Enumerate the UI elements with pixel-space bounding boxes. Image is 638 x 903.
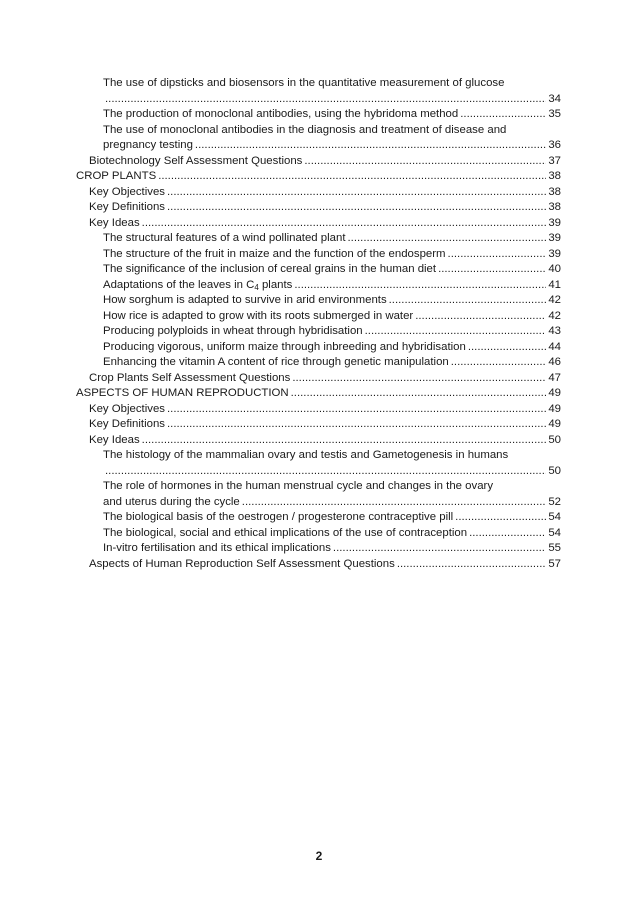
toc-entry-title: CROP PLANTS	[76, 170, 157, 182]
toc-entry[interactable]	[89, 417, 638, 433]
toc-entry[interactable]	[103, 526, 638, 542]
toc-page-number: 52	[548, 495, 561, 508]
toc-page-number: 50	[548, 433, 561, 446]
toc-entry-title: The significance of the inclusion of cereal grains in the human diet	[103, 263, 437, 275]
dot-leader	[365, 324, 547, 340]
toc-entry[interactable]	[103, 107, 638, 123]
toc-page-number: 38	[548, 170, 561, 182]
toc-page-number: 50	[548, 464, 561, 477]
toc-entry[interactable]	[89, 216, 638, 232]
toc-entry-title: Key Definitions	[89, 201, 165, 213]
dot-leader	[455, 510, 546, 526]
toc-entry-title-line: The role of hormones in the human menstrual cycle and changes in the ovary	[103, 480, 494, 492]
dot-leader	[415, 309, 546, 325]
toc-entry[interactable]	[103, 479, 638, 510]
toc-page-number: 49	[548, 418, 561, 430]
toc-entry[interactable]	[76, 386, 638, 402]
toc-page-number: 41	[548, 278, 561, 291]
dot-leader	[451, 355, 547, 371]
dot-leader	[348, 231, 547, 247]
toc-entry-title: Biotechnology Self Assessment Questions	[89, 154, 303, 167]
dot-leader	[389, 293, 547, 309]
toc-page-number: 57	[548, 557, 561, 570]
toc-entry[interactable]	[103, 76, 638, 107]
toc-entry-title: Crop Plants Self Assessment Questions	[89, 371, 291, 384]
dot-leader	[468, 340, 547, 356]
toc-page-number: 35	[548, 108, 561, 120]
dot-leader	[167, 200, 546, 216]
toc-entry[interactable]	[103, 123, 638, 154]
toc-page-number: 54	[548, 526, 561, 539]
toc-page-number: 39	[548, 232, 561, 244]
toc-entry-title: How sorghum is adapted to survive in arid environments	[103, 294, 387, 306]
toc-page-number: 39	[548, 216, 561, 229]
toc-entry[interactable]	[103, 247, 638, 263]
dot-leader	[167, 185, 546, 201]
toc-page-number: 38	[548, 185, 561, 198]
toc-page-number: 43	[548, 325, 561, 337]
dot-leader	[292, 371, 546, 387]
toc-entry[interactable]	[103, 262, 638, 278]
toc-page-number: 44	[548, 340, 561, 353]
toc-entry[interactable]	[103, 448, 638, 479]
toc-entry[interactable]	[89, 433, 638, 449]
toc-entry-title: Enhancing the vitamin A content of rice through genetic manipulation	[103, 356, 449, 368]
toc-page-number: 42	[548, 294, 561, 306]
toc-page-number: 47	[548, 371, 561, 384]
dot-leader	[448, 247, 547, 263]
toc-entry[interactable]	[89, 185, 638, 201]
dot-leader	[167, 402, 546, 418]
toc-entry-title: Key Ideas	[89, 433, 140, 446]
dot-leader	[142, 433, 547, 449]
toc-entry[interactable]	[89, 402, 638, 418]
dot-leader	[469, 526, 546, 542]
toc-entry-title: Aspects of Human Reproduction Self Assessment Questions	[89, 557, 395, 570]
toc-entry-title: and uterus during the cycle	[103, 495, 240, 508]
toc-entry[interactable]	[103, 541, 638, 557]
toc-entry-title: The structure of the fruit in maize and the function of the endosperm	[103, 247, 446, 260]
dot-leader	[158, 169, 546, 185]
dot-leader	[333, 541, 546, 557]
toc-entry[interactable]	[103, 510, 638, 526]
toc-entry[interactable]	[103, 278, 638, 294]
toc-entry-title: Producing vigorous, uniform maize through inbreeding and hybridisation	[103, 340, 466, 353]
toc-entry-title-line: The histology of the mammalian ovary and testis and Gametogenesis in humans	[103, 449, 509, 461]
toc-entry-title-line: The use of monoclonal antibodies in the diagnosis and treatment of disease and	[103, 123, 507, 136]
dot-leader	[294, 278, 546, 294]
toc-entry[interactable]	[103, 340, 638, 356]
toc-entry-title-line: The use of dipsticks and biosensors in the quantitative measurement of glucose	[103, 77, 505, 89]
dot-leader	[105, 92, 546, 108]
toc-page-number: 54	[548, 511, 561, 523]
dot-leader	[105, 464, 546, 480]
toc-page-number: 46	[548, 356, 561, 368]
toc-entry-title: Producing polyploids in wheat through hybridisation	[103, 325, 363, 337]
toc-entry-title: In-vitro fertilisation and its ethical implications	[103, 542, 331, 554]
toc-entry-title: Adaptations of the leaves in $C_4$ plants	[103, 278, 293, 292]
toc-page-number: 34	[548, 92, 561, 105]
dot-leader	[167, 417, 546, 433]
toc-page-number: 37	[548, 154, 561, 167]
toc-entry-title: Key Objectives	[89, 185, 165, 198]
toc-entry-title: The biological basis of the oestrogen / progesterone contraceptive pill	[103, 511, 454, 523]
toc-entry[interactable]	[89, 200, 638, 216]
toc-page-number: 38	[548, 201, 561, 213]
dot-leader	[304, 154, 546, 170]
toc-entry[interactable]	[89, 371, 638, 387]
dot-leader	[397, 557, 547, 573]
toc-entry[interactable]	[89, 154, 638, 170]
toc-page-number: 39	[548, 247, 561, 260]
toc-entry[interactable]	[103, 309, 638, 325]
toc-entry-title: The biological, social and ethical implications of the use of contraception	[103, 526, 468, 539]
toc-page-number: 42	[548, 309, 561, 322]
toc-entry[interactable]	[89, 557, 638, 573]
dot-leader	[291, 386, 547, 402]
toc-entry-title: Key Definitions	[89, 418, 165, 430]
toc-entry-title: Key Objectives	[89, 402, 165, 415]
dot-leader	[242, 495, 547, 511]
toc-entry-title: How rice is adapted to grow with its roots submerged in water	[103, 309, 414, 322]
dot-leader	[142, 216, 547, 232]
dot-leader	[460, 107, 546, 123]
toc-entry-title: pregnancy testing	[103, 139, 193, 151]
dot-leader	[195, 138, 546, 154]
toc-entry-title: Key Ideas	[89, 216, 140, 229]
toc-entry[interactable]	[76, 169, 638, 185]
toc-page-number: 40	[548, 263, 561, 275]
dot-leader	[438, 262, 546, 278]
page-number: 2	[315, 849, 323, 863]
toc-entry[interactable]	[103, 293, 638, 309]
toc-page-number: 49	[548, 387, 561, 399]
toc-entry-title: The production of monoclonal antibodies, using the hybridoma method	[103, 108, 459, 120]
toc-entry-title: The structural features of a wind pollinated plant	[103, 232, 346, 244]
toc-entry[interactable]	[103, 231, 638, 247]
table-of-contents	[0, 76, 638, 572]
toc-page-number: 49	[548, 402, 561, 415]
toc-page-number: 55	[548, 542, 561, 554]
toc-entry-title: ASPECTS OF HUMAN REPRODUCTION	[76, 387, 289, 399]
toc-entry[interactable]	[103, 355, 638, 371]
toc-entry[interactable]	[103, 324, 638, 340]
toc-page-number: 36	[548, 139, 561, 151]
